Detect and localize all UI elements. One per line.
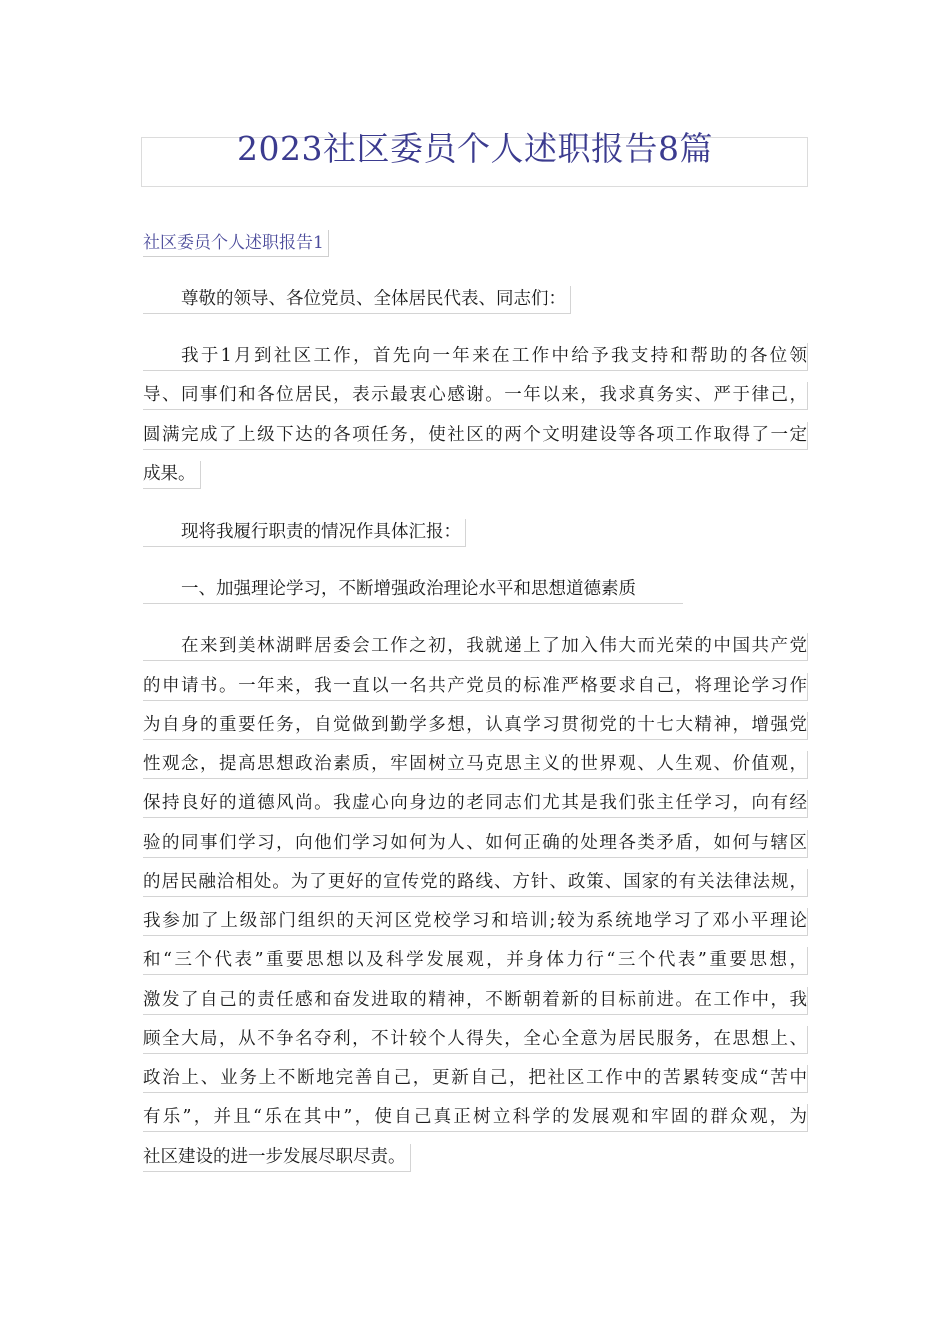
para1-line: 圆满完成了上级下达的各项任务，使社区的两个文明建设等各项工作取得了一定: [143, 422, 808, 450]
para2-line: 顾全大局，从不争名夺利，不计较个人得失，全心全意为居民服务，在思想上、: [143, 1026, 808, 1054]
para2-line: 验的同事们学习，向他们学习如何为人、如何正确的处理各类矛盾，如何与辖区: [143, 830, 808, 858]
para2-line: 性观念，提高思想政治素质，牢固树立马克思主义的世界观、人生观、价值观，: [143, 751, 808, 779]
para1-line: 成果。: [143, 461, 201, 489]
intro-line: 现将我履行职责的情况作具体汇报：: [143, 519, 466, 547]
para2-line: 我参加了上级部门组织的天河区党校学习和培训;较为系统地学习了邓小平理论: [143, 908, 808, 936]
para2-line: 保持良好的道德风尚。我虚心向身边的老同志们尤其是我们张主任学习，向有经: [143, 790, 808, 818]
para1-line: 我于1月到社区工作，首先向一年来在工作中给予我支持和帮助的各位领: [143, 343, 808, 371]
section-heading: 社区委员个人述职报告1: [143, 230, 329, 257]
document-title: 2023社区委员个人述职报告8篇: [237, 129, 713, 168]
para2-line: 为自身的重要任务，自觉做到勤学多想，认真学习贯彻党的十七大精神，增强党: [143, 712, 808, 740]
para2-line: 和“三个代表”重要思想以及科学发展观，并身体力行“三个代表”重要思想，: [143, 947, 808, 975]
para2-line: 在来到美林湖畔居委会工作之初，我就递上了加入伟大而光荣的中国共产党: [143, 633, 808, 661]
para1-line: 导、同事们和各位居民，表示最衷心感谢。一年以来，我求真务实、严于律己，: [143, 382, 808, 410]
para2-line: 政治上、业务上不断地完善自己，更新自己，把社区工作中的苦累转变成“苦中: [143, 1065, 808, 1093]
salutation: 尊敬的领导、各位党员、全体居民代表、同志们：: [143, 286, 571, 314]
para2-line: 有乐”，并且“乐在其中”，使自己真正树立科学的发展观和牢固的群众观，为: [143, 1104, 808, 1132]
para2-line: 激发了自己的责任感和奋发进取的精神，不断朝着新的目标前进。在工作中，我: [143, 987, 808, 1015]
para2-line: 的申请书。一年来，我一直以一名共产党员的标准严格要求自己，将理论学习作: [143, 673, 808, 701]
para2-line: 的居民融洽相处。为了更好的宣传党的路线、方针、政策、国家的有关法律法规，: [143, 869, 808, 897]
para2-line: 社区建设的进一步发展尽职尽责。: [143, 1144, 411, 1172]
heading-one: 一、加强理论学习，不断增强政治理论水平和思想道德素质: [143, 576, 683, 604]
